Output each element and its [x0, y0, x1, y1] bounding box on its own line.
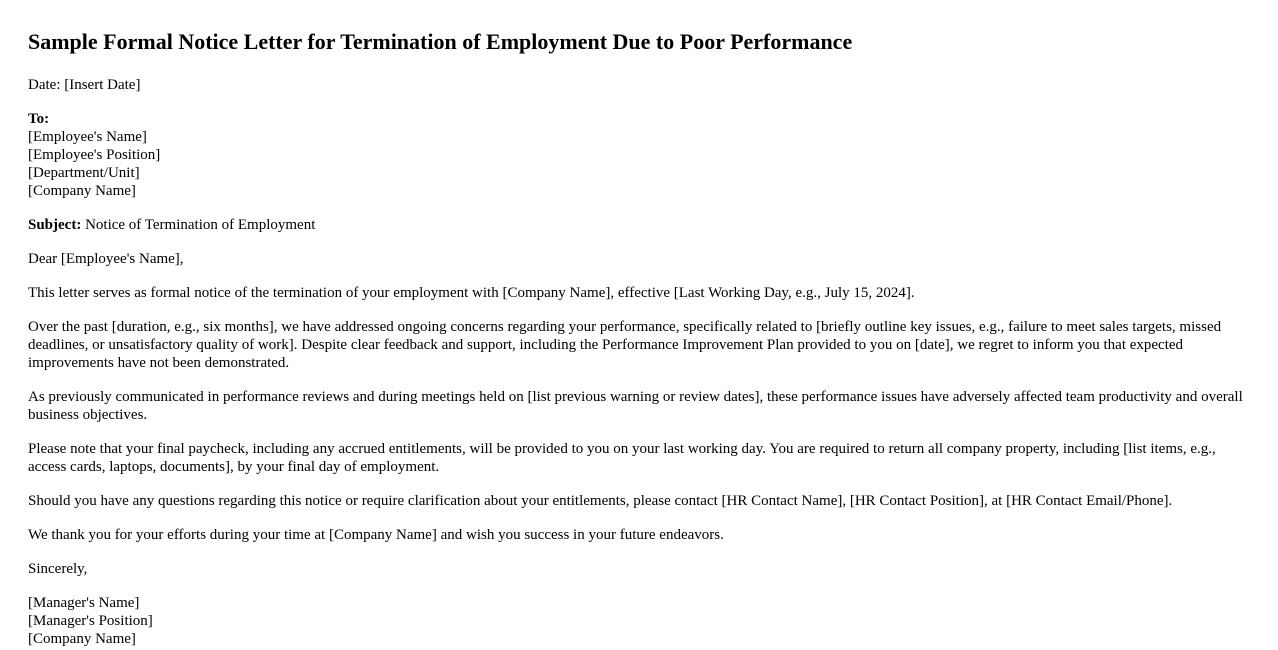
recipient-label: To: [28, 111, 50, 127]
signature-manager-position: [Manager's Position] [28, 613, 153, 629]
paragraph-performance-concerns: Over the past [duration, e.g., six months], we have addressed ongoing concerns regarding your performance, specifically related to [briefly outline key issues, e.g., failure to meet sales targets, missed deadlines, or unsatisfactory quality of work]. Despite clear feedback and support, including the Performance Improvement Plan provided to you on [date], we regret to inform you that expected improvements have not been demonstrated. [28, 319, 1222, 371]
subject-text: Notice of Termination of Employment [81, 217, 316, 233]
signature-block [28, 594, 1250, 648]
paragraph-previous-warnings: As previously communicated in performance reviews and during meetings held on [list previous warning or review dates], these performance issues have adversely affected team productivity and overall business objectives. [28, 389, 1243, 423]
subject-line [28, 216, 1250, 234]
letter-title: Sample Formal Notice Letter for Termination of Employment Due to Poor Performance [28, 29, 853, 54]
salutation: Dear [Employee's Name], [28, 251, 184, 267]
date-line: Date: [Insert Date] [28, 77, 141, 93]
paragraph-thanks: We thank you for your efforts during your time at [Company Name] and wish you success in your future endeavors. [28, 527, 724, 543]
recipient-block [28, 110, 1250, 200]
paragraph-final-pay: Please note that your final paycheck, including any accrued entitlements, will be provided to you on your last working day. You are required to return all company property, including [list items, e.g., access cards, laptops, documents], by your final day of employment. [28, 441, 1216, 475]
signature-manager-name: [Manager's Name] [28, 595, 140, 611]
recipient-department: [Department/Unit] [28, 165, 140, 181]
closing: Sincerely, [28, 561, 88, 577]
paragraph-effective-date: This letter serves as formal notice of the termination of your employment with [Company Name], effective [Last Working Day, e.g., July 15, 2024]. [28, 285, 915, 301]
paragraph-hr-contact: Should you have any questions regarding this notice or require clarification about your entitlements, please contact [HR Contact Name], [HR Contact Position], at [HR Contact Email/Phone]. [28, 493, 1173, 509]
recipient-name: [Employee's Name] [28, 129, 147, 145]
recipient-company: [Company Name] [28, 183, 136, 199]
subject-label: Subject: [28, 217, 82, 233]
signature-company: [Company Name] [28, 631, 136, 647]
recipient-position: [Employee's Position] [28, 147, 161, 163]
